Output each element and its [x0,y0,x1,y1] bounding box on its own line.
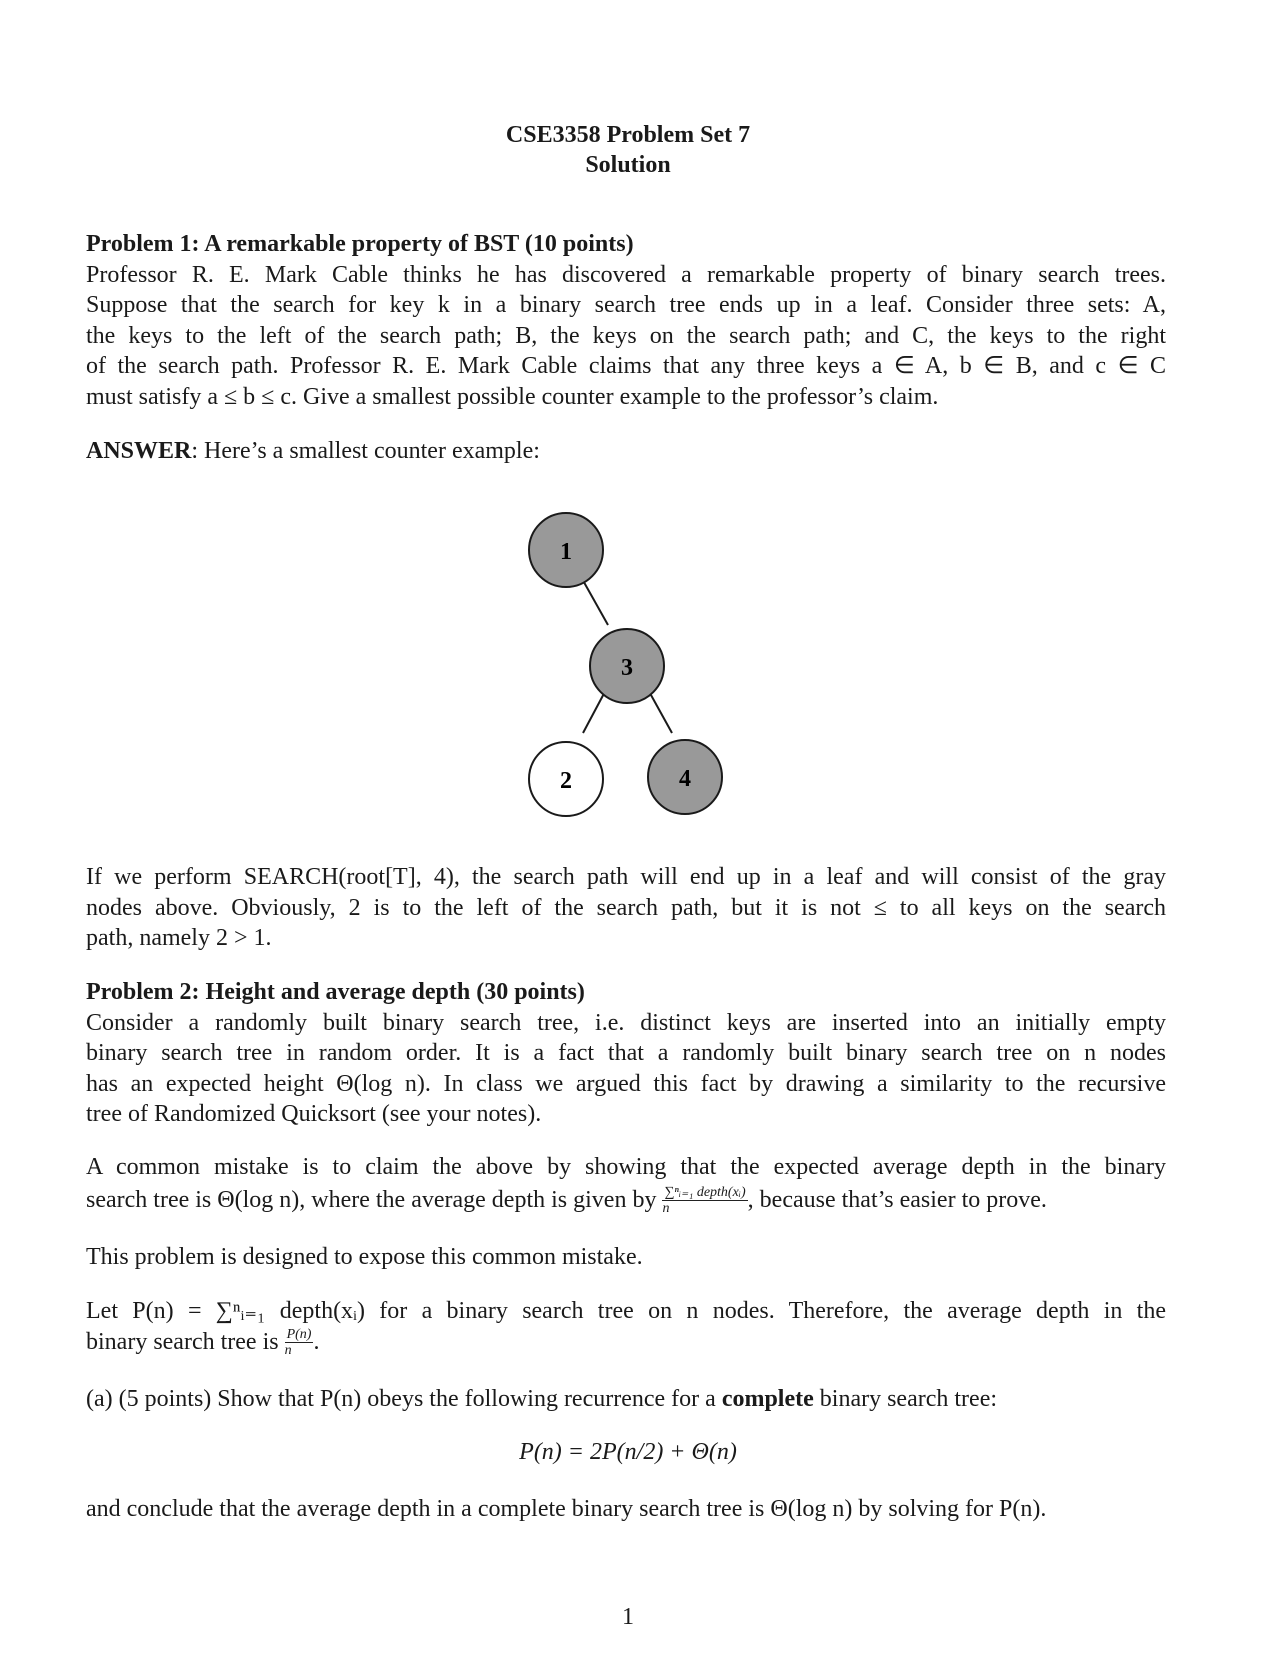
expose-paragraph: This problem is designed to expose this common mistake. [86,1244,643,1270]
problem2-line: has an expected height Θ(log n). In class we argued this fact by drawing a similarity to the recursive [86,1070,1166,1097]
svg-text:1: 1 [560,539,572,565]
document-subtitle: Solution [585,152,671,178]
tree-node-4 [648,740,722,814]
problem1-line: must satisfy a ≤ b ≤ c. Give a smallest possible counter example to the professor’s claim. [86,383,939,410]
average-depth-fraction: $\frac{\text{∑ⁿᵢ₌₁ depth(xᵢ)}}{n}$ [662,1185,746,1217]
svg-text:3: 3 [621,655,633,681]
mistake-line: A common mistake is to claim the above by showing that the expected average depth in the binary [86,1154,1166,1180]
problem2-section [86,977,1166,1130]
tree-node-3 [590,629,664,703]
mistake-line-2: search tree is Θ(log n), where the average depth is given by $\frac{\text{∑ⁿᵢ₌₁ depth(xᵢ)}}{n}$ , because that’s easier to prove. [86,1185,1047,1217]
definition-paragraph [86,1296,1166,1358]
definition-line-2: binary search tree is $\frac{P(n)}{n}$ . [86,1327,320,1359]
document-title: CSE3358 Problem Set 7 [505,122,751,148]
tree-node-1 [529,513,603,587]
svg-text:2: 2 [560,768,572,794]
definition-line: Let P(n) = ∑ⁿᵢ₌₁ depth(xᵢ) for a binary search tree on n nodes. Therefore, the average depth in the [86,1298,1166,1324]
conclude-paragraph: and conclude that the average depth in a complete binary search tree is Θ(log n) by solving for P(n). [86,1496,1047,1522]
problem1-line: the keys to the left of the search path; B, the keys on the search path; and C, the keys to the right [86,322,1166,349]
answer-line [86,436,1166,467]
problem1-line: of the search path. Professor R. E. Mark Cable claims that any three keys a ∈ A, b ∈ B, and c ∈ C [86,353,1166,379]
explanation-line: nodes above. Obviously, 2 is to the left of the search path, but it is not ≤ to all keys on the search [86,894,1166,921]
problem2-line: binary search tree in random order. It is a fact that a randomly built binary search tree on n nodes [86,1040,1166,1066]
answer-label: ANSWER [86,438,192,464]
pn-over-n-fraction: $\frac{P(n)}{n}$ [284,1327,312,1359]
tree-node-2 [529,742,603,816]
bst-diagram [500,480,760,820]
problem2-line: tree of Randomized Quicksort (see your notes). [86,1101,542,1127]
complete-emphasis: complete [721,1386,814,1412]
problem1-section [86,229,1166,412]
svg-text:4: 4 [679,766,691,792]
problem1-line: Professor R. E. Mark Cable thinks he has discovered a remarkable property of binary search trees. [86,261,1166,288]
page-number: 1 [622,1604,634,1630]
problem2-heading: Problem 2: Height and average depth (30 points) [86,979,585,1005]
recurrence-equation: P(n) = 2P(n/2) + Θ(n) [519,1439,737,1465]
part-a-paragraph: (a) (5 points) Show that P(n) obeys the following recurrence for a complete binary search tree: [86,1386,998,1412]
explanation-line: If we perform SEARCH(root[T], 4), the search path will end up in a leaf and will consist of the gray [86,864,1166,890]
problem1-line: Suppose that the search for key k in a binary search tree ends up in a leaf. Consider three sets: A, [86,292,1166,318]
problem1-explanation [86,862,1166,954]
common-mistake-paragraph [86,1152,1166,1216]
problem1-heading: Problem 1: A remarkable property of BST (10 points) [86,231,634,257]
problem2-line: Consider a randomly built binary search tree, i.e. distinct keys are inserted into an initially empty [86,1009,1166,1036]
explanation-line: path, namely 2 > 1. [86,925,272,951]
answer-text: : Here’s a smallest counter example: [191,438,540,464]
